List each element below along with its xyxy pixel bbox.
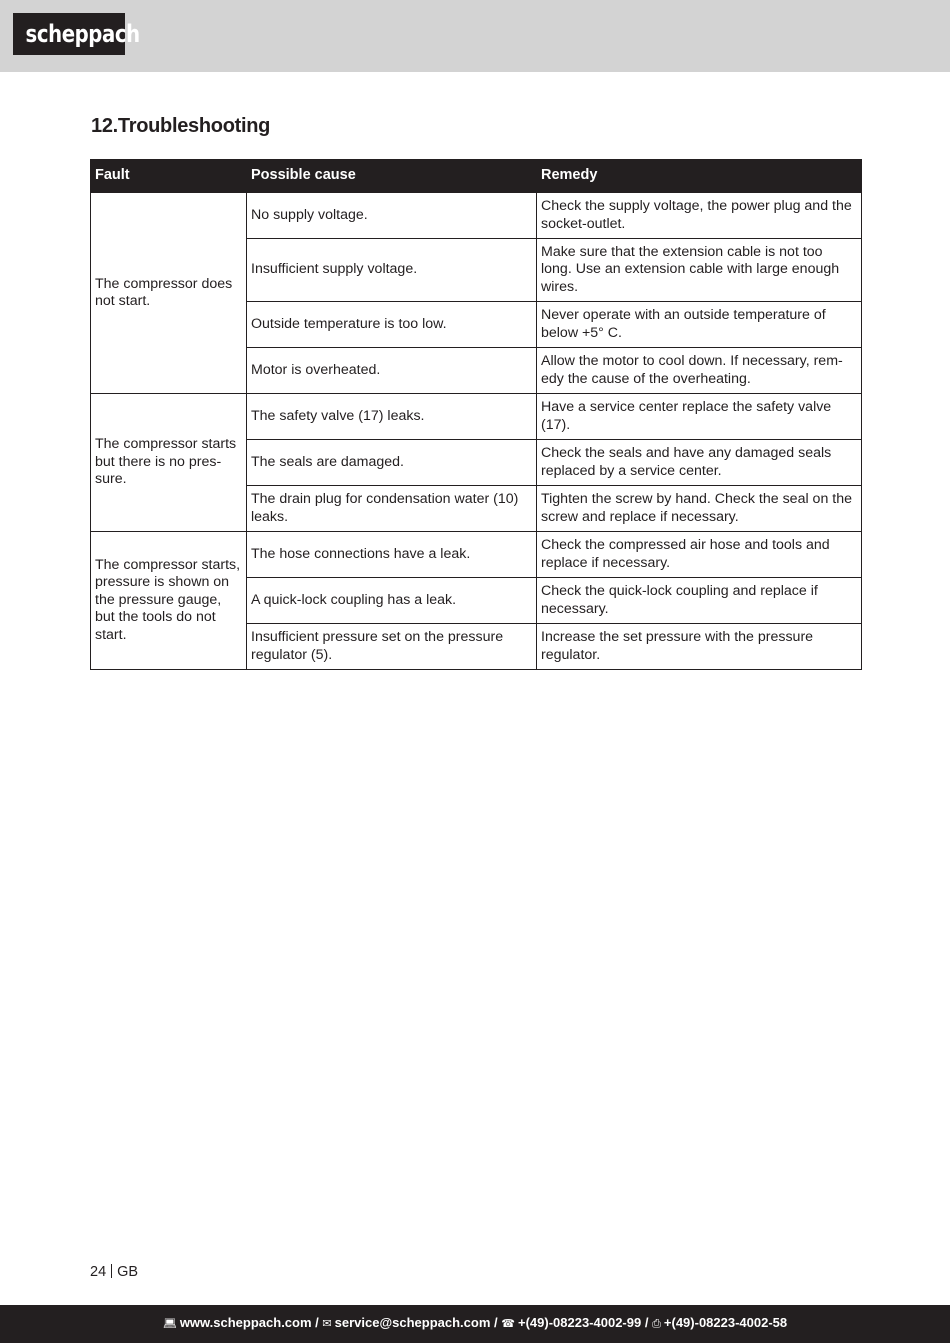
footer-website[interactable]: www.scheppach.com [179,1315,312,1330]
page-number [90,1264,138,1280]
cause-cell: Outside temperature is too low. [247,302,537,348]
section-title: 12.Troubleshooting [91,115,271,137]
troubleshooting-table [90,159,862,670]
cause-cell: No supply voltage. [247,193,537,239]
remedy-cell: Make sure that the extension cable is not too long. Use an extension cable with large enough wires. [537,239,862,302]
fault-cell: The compressor starts, pressure is shown on the pressure gauge, but the tools do not start. [91,532,247,670]
page-number-value: 24 [90,1264,107,1280]
table-row [91,394,862,440]
footer-separator: / [315,1315,319,1330]
cause-cell: Insufficient supply voltage. [247,239,537,302]
header-remedy: Remedy [537,160,862,193]
table-row [91,532,862,578]
cause-cell: The seals are damaged. [247,440,537,486]
page-number-divider [111,1264,112,1278]
footer-phone: +(49)-08223-4002-99 [517,1315,642,1330]
mail-icon: ✉ [322,1317,332,1330]
footer-fax: +(49)-08223-4002-58 [663,1315,788,1330]
cause-cell: A quick-lock coupling has a leak. [247,578,537,624]
header-band [0,0,950,72]
remedy-cell: Check the supply voltage, the power plug and the socket-outlet. [537,193,862,239]
remedy-cell: Allow the motor to cool down. If necessary, rem-edy the cause of the overheating. [537,348,862,394]
footer-bar [0,1305,950,1343]
fault-cell: The compressor does not start. [91,193,247,394]
table-header-row [91,160,862,193]
cause-cell: The drain plug for condensation water (10) leaks. [247,486,537,532]
remedy-cell: Check the quick-lock coupling and replace if necessary. [537,578,862,624]
remedy-cell: Never operate with an outside temperature of below +5° C. [537,302,862,348]
remedy-cell: Increase the set pressure with the pressure regulator. [537,624,862,670]
footer-separator: / [644,1315,649,1330]
cause-cell: Motor is overheated. [247,348,537,394]
header-fault: Fault [91,160,247,193]
cause-cell: The hose connections have a leak. [247,532,537,578]
remedy-cell: Have a service center replace the safety valve (17). [537,394,862,440]
cause-cell: Insufficient pressure set on the pressure regulator (5). [247,624,537,670]
scheppach-logo: scheppach [13,13,125,55]
cause-cell: The safety valve (17) leaks. [247,394,537,440]
remedy-cell: Tighten the screw by hand. Check the seal on the screw and replace if necessary. [537,486,862,532]
remedy-cell: Check the compressed air hose and tools and replace if necessary. [537,532,862,578]
page-language: GB [117,1264,139,1280]
table-row [91,193,862,239]
phone-icon: ☎ [501,1317,515,1330]
footer-email[interactable]: service@scheppach.com [334,1315,491,1330]
remedy-cell: Check the seals and have any damaged seals replaced by a service center. [537,440,862,486]
footer-separator: / [494,1315,498,1330]
fax-icon: ⎙ [652,1317,661,1330]
fault-cell: The compressor starts but there is no pres-sure. [91,394,247,532]
computer-icon: 💻︎ [162,1317,177,1330]
header-possible-cause: Possible cause [247,160,537,193]
